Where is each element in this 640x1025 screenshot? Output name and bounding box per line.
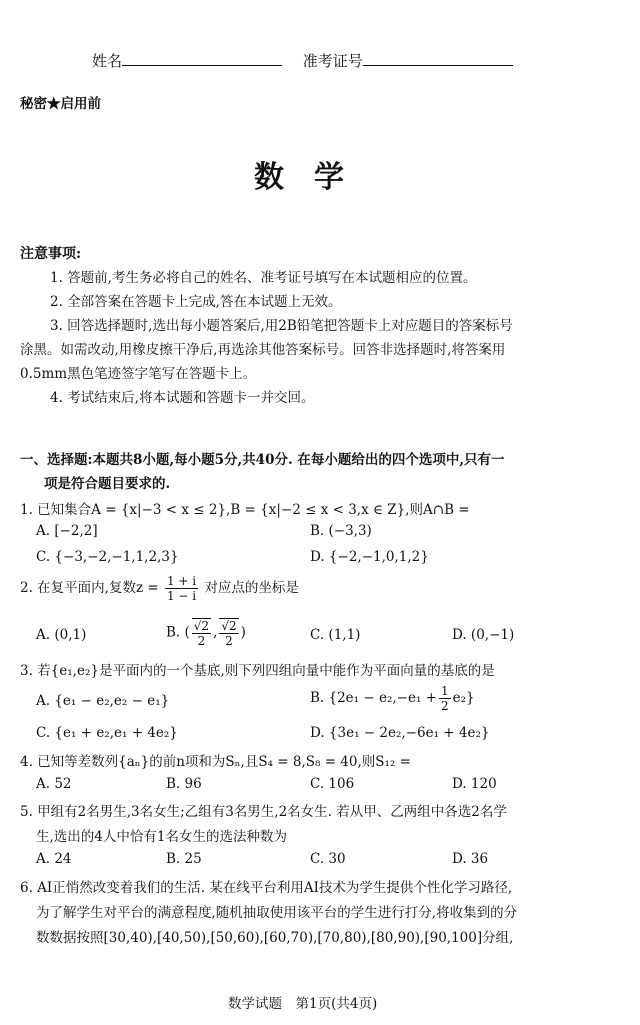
section1-line1: 一、选择题:本题共8小题,每小题5分,共40分. 在每小题给出的四个选项中,只有一 [20,452,505,468]
name-label: 姓名 [92,52,123,70]
q2-stem-pre: 2. 在复平面内,复数z = [20,580,159,596]
q2-fraction: $\frac{1 + i}{1 - i}$ [166,574,197,603]
q4-stem: 4. 已知等差数列{aₙ}的前n项和为Sₙ,且S₄ = 8,S₈ = 40,则S₁₂ = [20,754,411,770]
name-blank[interactable] [122,51,282,66]
q2-option-b[interactable]: B. ( $\frac{√2}{2}$ , $\frac{√2}{2}$ ) [166,619,246,648]
q4-option-a[interactable]: A. 52 [36,776,72,792]
notice-body [20,266,600,410]
q5-option-a[interactable]: A. 24 [36,851,72,867]
q1-option-c[interactable]: C. {−3,−2,−1,1,2,3} [36,549,179,565]
q3-option-b[interactable]: B. {2e₁ − e₂,−e₁ + $\frac{1}{2}$ e₂} [310,684,475,713]
q3-option-a[interactable]: A. {e₁ − e₂,e₂ − e₁} [36,693,170,709]
secret-label: 秘密★启用前 [20,96,101,112]
exam-id-blank[interactable] [363,51,513,66]
page-footer: 数学试题 第1页(共4页) [228,996,378,1012]
q3-stem: 3. 若{e₁,e₂}是平面内的一个基底,则下列四组向量中能作为平面向量的基底的是 [20,663,495,679]
q2-option-a[interactable]: A. (0,1) [36,627,87,643]
q4-option-d[interactable]: D. 120 [452,776,497,792]
q5-option-b[interactable]: B. 25 [166,851,202,867]
exam-id-label: 准考证号 [302,52,363,70]
q1-option-a[interactable]: A. [−2,2] [36,523,98,539]
q2-option-c[interactable]: C. (1,1) [310,627,361,643]
section1-line2: 项是符合题目要求的. [44,476,171,492]
page-title: 数 学 [254,160,344,195]
q3-option-c[interactable]: C. {e₁ + e₂,e₁ + 4e₂} [36,725,178,741]
notice-item-4: 4. 考试结束后,将本试题和答题卡一并交回。 [50,390,315,406]
q1-option-b[interactable]: B. (−3,3) [310,523,372,539]
q3-option-d[interactable]: D. {3e₁ − 2e₂,−6e₁ + 4e₂} [310,725,490,741]
notice-item-3c: 0.5mm黑色笔迹签字笔写在答题卡上。 [20,366,257,382]
q6-stem-2: 为了解学生对平台的满意程度,随机抽取使用该平台的学生进行打分,将收集到的分 [36,905,518,921]
q6-stem-3: 数数据按照[30,40),[40,50),[50,60),[60,70),[70,80),[80,90),[90,100]分组, [36,930,514,946]
q5-stem-1: 5. 甲组有2名男生,3名女生;乙组有3名男生,2名女生. 若从甲、乙两组中各选2名学 [20,804,507,820]
q5-option-c[interactable]: C. 30 [310,851,346,867]
name-field-row [92,50,513,71]
q1-stem: 1. 已知集合A = {x|−3 < x ≤ 2},B = {x|−2 ≤ x < 3,x ∈ Z},则A∩B = [20,502,470,518]
q5-stem-2: 生,选出的4人中恰有1名女生的选法种数为 [36,829,287,845]
q4-option-c[interactable]: C. 106 [310,776,355,792]
q6-stem-1: 6. AI正悄然改变着我们的生活. 某在线平台利用AI技术为学生提供个性化学习路径, [20,880,513,896]
notice-item-3a: 3. 回答选择题时,选出每小题答案后,用2B铅笔把答题卡上对应题目的答案标号 [50,318,513,334]
q4-option-b[interactable]: B. 96 [166,776,202,792]
q5-option-d[interactable]: D. 36 [452,851,489,867]
q1-option-d[interactable]: D. {−2,−1,0,1,2} [310,549,429,565]
q2-option-d[interactable]: D. (0,−1) [452,627,515,643]
notice-item-1: 1. 答题前,考生务必将自己的姓名、准考证号填写在本试题相应的位置。 [50,270,477,286]
q2-stem-post: 对应点的坐标是 [204,580,299,596]
notice-heading: 注意事项: [20,246,82,262]
notice-item-2: 2. 全部答案在答题卡上完成,答在本试题上无效。 [50,294,342,310]
q2-stem [20,574,299,603]
notice-item-3b: 涂黑。如需改动,用橡皮擦干净后,再选涂其他答案标号。回答非选择题时,将答案用 [20,342,506,358]
